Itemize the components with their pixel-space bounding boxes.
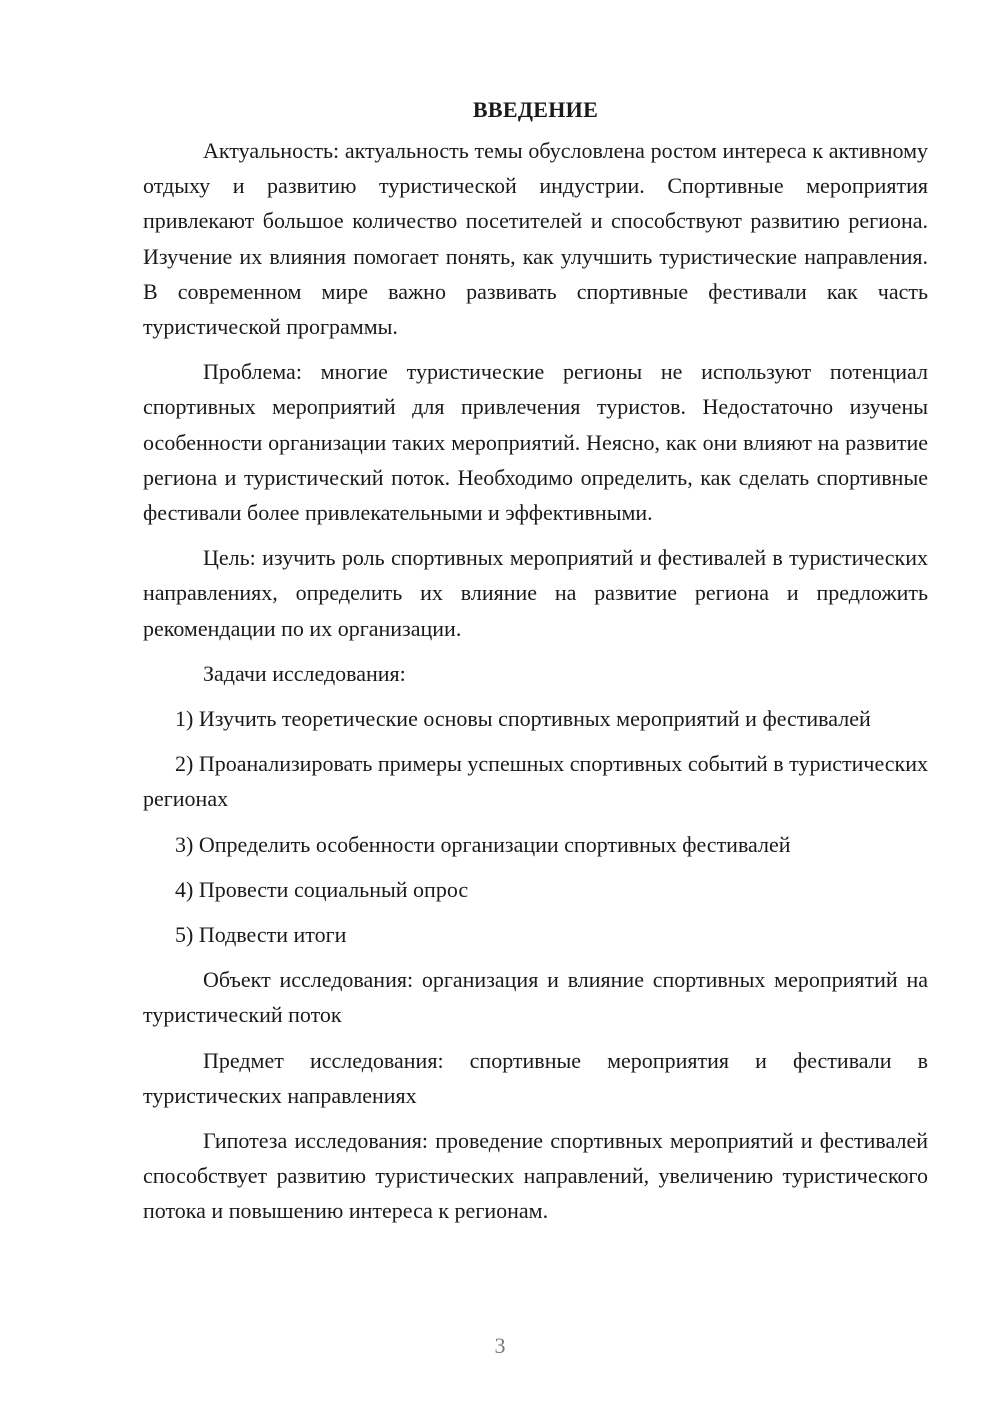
paragraph-subject: Предмет исследования: спортивные мероприятия и фестивали в туристических направлениях [143,1047,928,1108]
task-item-4: 4) Провести социальный опрос [175,876,469,902]
paragraph-relevance: Актуальность: актуальность темы обусловлена ростом интереса к активному отдыху и развитию туристической индустрии. Спортивные мероприятия привлекают большое количество посетителей и способствуют развитию региона. Изучение их влияния помогает понять, как улучшить туристические направления. В современном мире важно развивать спортивные фестивали как часть туристической программы. [143,138,928,340]
task-item-2: 2) Проанализировать примеры успешных спортивных событий в туристических регионах [143,751,928,812]
tasks-heading: Задачи исследования: [203,660,406,686]
task-item-5: 5) Подвести итоги [175,922,347,948]
page-number: 3 [494,1333,506,1358]
document-page [143,92,928,1229]
paragraph-hypothesis: Гипотеза исследования: проведение спортивных мероприятий и фестивалей способствует развитию туристических направлений, увеличению туристического потока и повышению интереса к регионам. [143,1128,928,1224]
paragraph-problem: Проблема: многие туристические регионы не используют потенциал спортивных мероприятий для привлечения туристов. Недостаточно изучены особенности организации таких мероприятий. Неясно, как они влияют на развитие региона и туристический поток. Необходимо определить, как сделать спортивные фестивали более привлекательными и эффективными. [143,359,928,526]
section-title: ВВЕДЕНИЕ [472,97,599,122]
paragraph-object: Объект исследования: организация и влияние спортивных мероприятий на туристический поток [143,967,928,1028]
paragraph-goal: Цель: изучить роль спортивных мероприятий и фестивалей в туристических направлениях, определить их влияние на развитие региона и предложить рекомендации по их организации. [143,545,928,641]
task-item-1: 1) Изучить теоретические основы спортивных мероприятий и фестивалей [175,706,871,732]
task-item-3: 3) Определить особенности организации спортивных фестивалей [175,831,791,857]
